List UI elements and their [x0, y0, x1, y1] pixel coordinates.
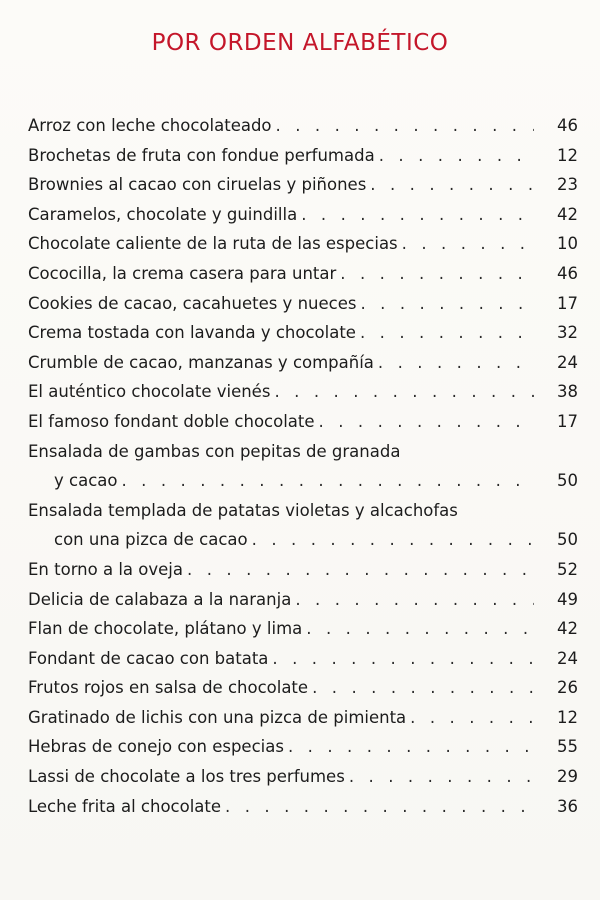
index-entry-line — [28, 348, 578, 378]
recipe-title: Ensalada templada de patatas violetas y alcachofas — [28, 500, 458, 520]
dot-leader — [319, 407, 534, 437]
index-entry — [28, 348, 578, 378]
dot-leader — [187, 555, 534, 585]
index-entry-line — [28, 555, 578, 585]
dot-leader — [340, 259, 534, 289]
index-entry-line — [28, 229, 578, 259]
index-entry — [28, 437, 578, 496]
recipe-title: Ensalada de gambas con pepitas de granada — [28, 441, 401, 461]
recipe-title: El famoso fondant doble chocolate — [28, 411, 315, 431]
dot-leader — [272, 644, 534, 674]
index-entry — [28, 170, 578, 200]
page-number: 26 — [557, 678, 578, 698]
index-entry — [28, 407, 578, 437]
index-entry-continuation — [28, 466, 578, 496]
index-entry-line — [28, 289, 578, 319]
index-entry-line — [28, 673, 578, 703]
page-number: 55 — [557, 737, 578, 757]
dot-leader — [312, 673, 534, 703]
page-number: 42 — [557, 204, 578, 224]
index-entry — [28, 259, 578, 289]
dot-leader — [121, 466, 534, 496]
dot-leader — [349, 762, 534, 792]
page-number: 49 — [557, 589, 578, 609]
recipe-title: Leche frita al chocolate — [28, 796, 222, 816]
page-number: 12 — [557, 707, 578, 727]
index-entry-line — [28, 407, 578, 437]
index-entry — [28, 792, 578, 822]
index-entry-line — [28, 141, 578, 171]
page-number: 17 — [557, 293, 578, 313]
dot-leader — [378, 348, 534, 378]
recipe-title: Arroz con leche chocolateado — [28, 116, 272, 135]
index-entry — [28, 111, 578, 141]
page-title: POR ORDEN ALFABÉTICO — [151, 30, 449, 56]
recipe-title: Brochetas de fruta con fondue perfumada — [28, 145, 375, 165]
index-entry-line — [28, 644, 578, 674]
page-number: 46 — [557, 263, 578, 283]
index-entry-line — [28, 732, 578, 762]
dot-leader — [379, 141, 534, 171]
index-entry-line — [28, 437, 578, 467]
index-entry-line — [28, 170, 578, 200]
index-entry — [28, 289, 578, 319]
page-number: 24 — [557, 352, 578, 372]
page-number: 42 — [557, 619, 578, 639]
dot-leader — [402, 229, 534, 259]
page-number: 38 — [557, 382, 578, 402]
page-number: 52 — [557, 559, 578, 579]
dot-leader — [410, 703, 534, 733]
index-entry — [28, 141, 578, 171]
recipe-title: Caramelos, chocolate y guindilla — [28, 204, 298, 224]
index-entry-line — [28, 259, 578, 289]
dot-leader — [288, 732, 534, 762]
recipe-title: El auténtico chocolate vienés — [28, 382, 271, 402]
recipe-title: Lassi de chocolate a los tres perfumes — [28, 767, 345, 787]
index-entry-line — [28, 792, 578, 822]
recipe-title: Cookies de cacao, cacahuetes y nueces — [28, 293, 357, 313]
dot-leader — [252, 525, 534, 555]
index-entry-line — [28, 377, 578, 407]
recipe-title: Delicia de calabaza a la naranja — [28, 589, 292, 609]
recipe-title: Crema tostada con lavanda y chocolate — [28, 323, 356, 343]
page-number: 24 — [557, 648, 578, 668]
recipe-title: Chocolate caliente de la ruta de las especias — [28, 234, 398, 254]
index-entry — [28, 229, 578, 259]
recipe-title: con una pizca de cacao — [54, 530, 248, 550]
index-entry — [28, 614, 578, 644]
page-number: 23 — [557, 175, 578, 195]
dot-leader — [295, 585, 534, 615]
recipe-title: y cacao — [54, 471, 118, 491]
index-entry-line — [28, 703, 578, 733]
recipe-title: Frutos rojos en salsa de chocolate — [28, 678, 309, 698]
index-entry — [28, 703, 578, 733]
recipe-title: Cococilla, la crema casera para untar — [28, 263, 337, 283]
recipe-index-list — [28, 111, 578, 821]
recipe-title: Brownies al cacao con ciruelas y piñones — [28, 175, 367, 195]
dot-leader — [276, 111, 534, 141]
index-entry — [28, 762, 578, 792]
index-entry — [28, 555, 578, 585]
index-entry-line — [28, 318, 578, 348]
index-entry — [28, 673, 578, 703]
index-entry — [28, 732, 578, 762]
page-number: 36 — [557, 796, 578, 816]
index-entry-line — [28, 585, 578, 615]
recipe-title: Crumble de cacao, manzanas y compañía — [28, 352, 374, 372]
page-number: 10 — [557, 234, 578, 254]
page-number: 50 — [557, 471, 578, 491]
recipe-title: Fondant de cacao con batata — [28, 648, 269, 668]
index-entry — [28, 200, 578, 230]
dot-leader — [274, 377, 534, 407]
dot-leader — [301, 200, 534, 230]
dot-leader — [360, 289, 534, 319]
index-entry-continuation — [28, 525, 578, 555]
index-entry-line — [28, 614, 578, 644]
page-number: 32 — [557, 323, 578, 343]
index-entry-line — [28, 496, 578, 526]
dot-leader — [360, 318, 534, 348]
recipe-title: Flan de chocolate, plátano y lima — [28, 619, 303, 639]
page-number: 12 — [557, 145, 578, 165]
index-entry — [28, 377, 578, 407]
index-entry — [28, 585, 578, 615]
recipe-title: En torno a la oveja — [28, 559, 183, 579]
index-entry — [28, 318, 578, 348]
page-number: 50 — [557, 530, 578, 550]
dot-leader — [306, 614, 534, 644]
index-entry — [28, 644, 578, 674]
recipe-title: Hebras de conejo con especias — [28, 737, 284, 757]
page-number: 17 — [557, 411, 578, 431]
dot-leader — [225, 792, 534, 822]
recipe-title: Gratinado de lichis con una pizca de pimienta — [28, 707, 407, 727]
index-entry-line — [28, 200, 578, 230]
dot-leader — [370, 170, 534, 200]
index-entry-line — [28, 111, 578, 141]
page-number: 46 — [557, 116, 578, 135]
page-number: 29 — [557, 767, 578, 787]
index-entry — [28, 496, 578, 555]
index-entry-line — [28, 762, 578, 792]
